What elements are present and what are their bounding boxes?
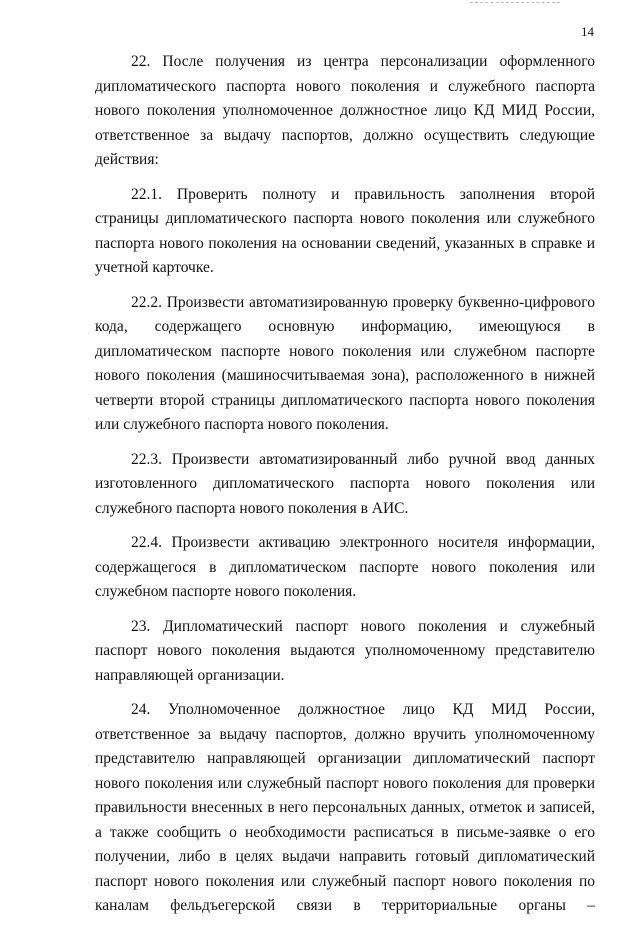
paragraph-22-1: 22.1. Проверить полноту и правильность заполнения второй страницы дипломатического паспорта нового поколения или служебного паспорта нового поколения на основании сведений, указанных в справке и учетной карточке. [95,185,595,276]
paragraph-24: 24. Уполномоченное должностное лицо КД МИД России, ответственное за выдачу паспортов, должно вручить уполномоченному представителю направляющей организации дипломатический паспорт нового поколения или служебный паспорт нового поколения для проверки правильности внесенных в него персональных данных, отметок и записей, а также сообщить о необходимости расписаться в письме-заявке о его получении, либо в целях выдачи направить готовый дипломатический паспорт нового поколения или служебный паспорт нового поколения по каналам фельдъегерской связи в территориальные органы – [95,701,595,914]
paragraph-22-3: 22.3. Произвести автоматизированный либо ручной ввод данных изготовленного дипломатического паспорта нового поколения или служебного паспорта нового поколения в АИС. [95,450,595,517]
paragraph-22-2: 22.2. Произвести автоматизированную проверку буквенно-цифрового кода, содержащего основную информацию, имеющуюся в дипломатическом паспорте нового поколения или служебном паспорте нового поколения (машиносчитываемая зона), расположенного в нижней четверти второй страницы дипломатического паспорта нового поколения или служебного паспорта нового поколения. [95,293,595,433]
paragraph-23: 23. Дипломатический паспорт нового поколения и служебный паспорт нового поколения выдаются уполномоченному представителю направляющей организации. [95,617,595,684]
scan-mark [470,2,560,3]
document-body [95,50,595,929]
page-number: 14 [581,24,594,39]
paragraph-22: 22. После получения из центра персонализации оформленного дипломатического паспорта нового поколения и служебного паспорта нового поколения уполномоченное должностное лицо КД МИД России, ответственное за выдачу паспортов, должно осуществить следующие действия: [95,53,595,168]
paragraph-22-4: 22.4. Произвести активацию электронного носителя информации, содержащегося в дипломатическом паспорте нового поколения или служебном паспорте нового поколения. [95,534,595,600]
